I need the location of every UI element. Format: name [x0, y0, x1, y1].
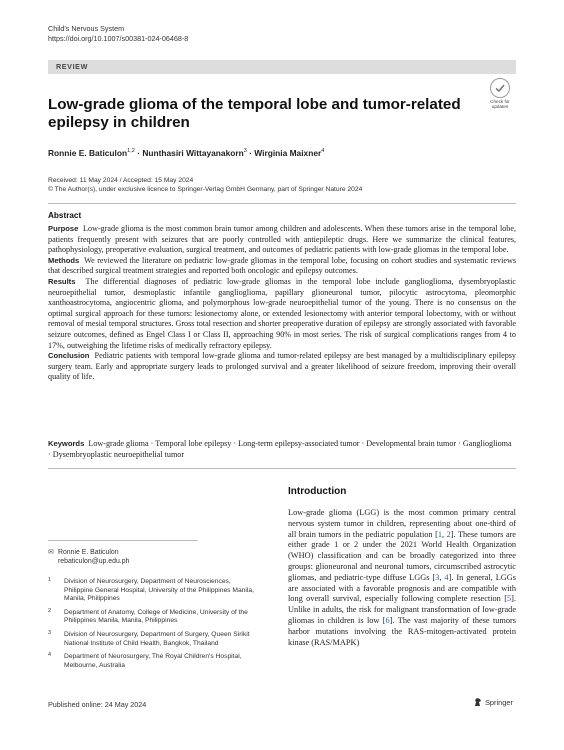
citation-link[interactable]: 1 [437, 529, 443, 539]
copyright-line: © The Author(s), under exclusive licence to Springer-Verlag GmbH Germany, part of Springer Nature 2024 [48, 186, 363, 193]
author-affiliation-mark: 1,2 [127, 148, 135, 155]
abstract-heading: Abstract [48, 211, 82, 220]
affiliation-item [48, 609, 254, 626]
affiliation-text: Department of Neurosurgery, The Royal Children's Hospital, Melbourne, Australia [64, 653, 242, 669]
affiliation-item [48, 653, 254, 670]
author-affiliation-mark: 3 [243, 148, 247, 155]
author-list [48, 148, 324, 158]
abstract-results [48, 277, 516, 351]
conclusion-text: Pediatric patients with temporal low-grade glioma and tumor-related epilepsy are best managed by a multidisciplinary epilepsy surgery team. Early and appropriate surgery leads to prolonged survival and a greater likelihood of seizure freedom, improving their overall quality of life. [48, 351, 516, 382]
citation-link[interactable]: 3 [435, 572, 440, 582]
citation-link[interactable]: 5 [507, 594, 512, 604]
affiliation-number: 3 [48, 629, 51, 636]
affiliation-list [48, 578, 254, 675]
publisher-logo [473, 697, 513, 709]
check-for-updates-badge[interactable] [486, 78, 514, 108]
methods-text: We reviewed the literature on pediatric low-grade gliomas in the temporal lobe, focusing on cohort studies and systematic reviews that described surgical treatment strategies and reported both oncologic and epilepsy outcomes. [48, 255, 516, 276]
section-heading-introduction: Introduction [288, 486, 347, 497]
springer-horse-icon [473, 697, 483, 709]
affiliation-number: 4 [48, 652, 51, 659]
publisher-name: Springer [485, 697, 513, 707]
keywords-block [48, 438, 514, 460]
article-title: Low-grade glioma of the temporal lobe and tumor-related epilepsy in children [48, 96, 461, 131]
contact-name: Ronnie E. Baticulon [58, 549, 119, 556]
results-text: The differential diagnoses of pediatric low-grade gliomas in the temporal lobe include ganglioglioma, dysembryoplastic neuroepithelial tumor, desmoplastic infantile ganglioglioma, papillary glioneuronal tumor, pilocytic astrocytoma, pleomorphic xanthoastrocytoma, angiocentric glioma, and polymorphous low-grade neuroepithelial tumor of the young. There is no consensus on the optimal surgical approach for these tumors: lesionectomy alone, or extended lesionectomy with anterior temporal lobectomy, with or without removal of mesial temporal structures. Gross total resection and shorter preoperative duration of epilepsy are strongly associated with favorable seizure outcomes, defined as Engel Class I or Class II, approaching 90% in most series. The risk of surgical complications ranges from 4 to 17%, outweighing the lifetime risks of medically refractory epilepsy. [48, 276, 516, 350]
affiliation-text: Division of Neurosurgery, Department of Surgery, Queen Sirikit National Institute of Child Health, Bangkok, Thailand [64, 630, 250, 647]
received-accepted-dates: Received: 11 May 2024 / Accepted: 15 May 2024 [48, 177, 194, 184]
doi-link[interactable]: https://doi.org/10.1007/s00381-024-06468-8 [48, 34, 189, 43]
section-bar [48, 60, 516, 74]
article-dates [48, 176, 362, 194]
divider [48, 468, 516, 469]
affiliation-item [48, 631, 254, 648]
methods-label: Methods [48, 255, 80, 265]
divider [48, 203, 516, 204]
author-affiliation-mark: 4 [321, 148, 325, 155]
contact-email[interactable]: rebaticulon@up.edu.ph [58, 558, 130, 565]
envelope-icon: ✉ [48, 549, 54, 556]
conclusion-label: Conclusion [48, 351, 90, 361]
affiliation-number: 2 [48, 607, 51, 614]
section-label: REVIEW [56, 62, 88, 71]
corresponding-author [48, 548, 248, 566]
author-name[interactable]: Wirginia Maixner [254, 148, 322, 158]
affiliation-item [48, 578, 254, 604]
abstract-body [48, 224, 516, 383]
affiliation-text: Division of Neurosurgery, Department of Neurosciences, Philippine General Hospital, University of the Philippines Manila, Manila, Philippines [64, 578, 254, 603]
affiliation-text: Department of Anatomy, College of Medicine, University of the Philippines Manila, Manila, Philippines [64, 608, 248, 625]
results-label: Results [48, 276, 76, 286]
journal-name: Child's Nervous System [48, 24, 125, 33]
citation-link[interactable]: 6 [385, 615, 390, 625]
author-separator: · [246, 148, 255, 158]
divider [48, 540, 198, 541]
introduction-text: Low-grade glioma (LGG) is the most common primary central nervous system tumor in children, representing about one-third of all brain tumors in the pediatric population [1, 2]. These tumors are either grade 1 or 2 under the 2021 World Health Organization (WHO) classification and can be broadly categorized into three groups: glioneuronal and neuronal tumors, circumscribed astrocytic gliomas, and pediatric-type diffuse LGGs [3, 4]. In general, LGGs are associated with a favorable prognosis and are compatible with long overall survival, especially following complete resection [5]. Unlike in adults, the risk for malignant transformation of low-grade gliomas in children is low [6]. The vast majority of these tumors harbor mutations involving the RAS-mitogen-activated protein kinase (RAS/MAPK) [288, 508, 516, 647]
check-updates-icon [490, 78, 510, 98]
abstract-purpose [48, 224, 516, 256]
citation-link[interactable]: 4 [444, 572, 449, 582]
keywords-label: Keywords [48, 439, 85, 448]
author-name[interactable]: Nunthasiri Wittayanakorn [142, 148, 244, 158]
author-name[interactable]: Ronnie E. Baticulon [48, 148, 128, 158]
purpose-label: Purpose [48, 224, 79, 233]
affiliation-number: 1 [48, 577, 51, 583]
abstract-methods [48, 256, 516, 277]
citation-link[interactable]: 2 [446, 529, 451, 539]
keywords-text: Low-grade glioma · Temporal lobe epilepsy · Long-term epilepsy-associated tumor · Developmental brain tumor · Ganglioglioma · Dysembryoplastic neuroepithelial tumor [48, 439, 512, 459]
published-online-date: Published online: 24 May 2024 [48, 700, 147, 709]
author-separator: · [134, 148, 143, 158]
journal-header [48, 24, 188, 44]
purpose-text: Low-grade glioma is the most common brain tumor among children and adolescents. When these tumors arise in the temporal lobe, patients frequently present with seizures that are poorly controlled with antiepileptic drugs. Here we summarize the clinical features, pathophysiology, preoperative evaluation, surgical treatment, and outcomes of pediatric patients with low-grade gliomas in the temporal lobe. [48, 224, 517, 255]
abstract-conclusion [48, 351, 516, 383]
check-updates-label: Check for updates [490, 99, 510, 109]
